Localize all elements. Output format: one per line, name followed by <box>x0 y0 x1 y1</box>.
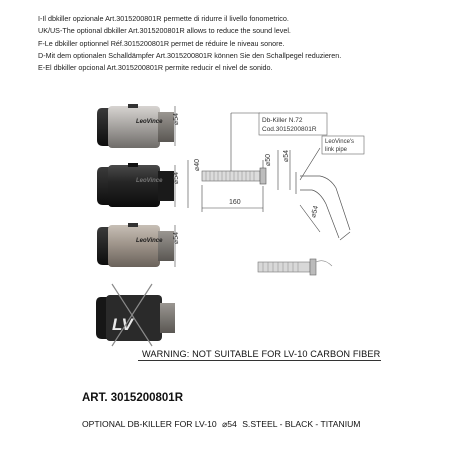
link-pipe-callout-line1: LeoVince's <box>325 139 355 145</box>
note-es: E-El dbkiller opcional Art.3015200801R permite reducir el nivel de sonido. <box>38 63 273 73</box>
link-pipe-callout-line2: link pipe <box>325 147 348 153</box>
note-it: I-Il dbkiller opzionale Art.3015200801R permette di ridurre il livello fonometrico. <box>38 14 289 23</box>
article-number: ART. 3015200801R <box>82 392 184 404</box>
muffler-logo: LeoVince <box>136 238 163 244</box>
dbkiller-small-view <box>258 259 332 275</box>
dim-d50: ⌀50 <box>265 153 272 166</box>
dbkiller-callout-line1: Db-Killer N.72 <box>262 117 303 124</box>
note-de: D-Mit dem optionalen Schalldämpfer Art.3015200801R können Sie den Schallpegel reduzieren. <box>38 50 342 60</box>
product-description <box>82 419 363 430</box>
dim-length-160: 160 <box>229 199 241 206</box>
note-fr: F-Le dbkiller optionnel Réf.3015200801R permet de réduire le niveau sonore. <box>38 38 285 48</box>
dim-d54-diag: ⌀54 <box>310 205 321 219</box>
dim-d54-right: ⌀54 <box>283 149 290 162</box>
muffler-carbon-crossed <box>96 284 175 346</box>
note-uk: UK/US-The optional dbkiller Art.3015200801R allows to reduce the sound level. <box>38 26 291 36</box>
dbkiller-callout-line2: Cod.3015200801R <box>262 126 317 133</box>
desc-finishes: S.STEEL - BLACK - TITANIUM <box>242 419 361 429</box>
lv-logo: LV <box>112 315 133 334</box>
dim-d54-bot: ⌀54 <box>173 231 180 244</box>
dim-d40: ⌀40 <box>194 158 201 171</box>
muffler-logo: LeoVince <box>136 178 163 184</box>
muffler-titanium <box>97 223 174 267</box>
desc-optional: OPTIONAL DB-KILLER FOR LV-10 <box>82 419 217 429</box>
warning-note: WARNING: NOT SUITABLE FOR LV-10 CARBON FIBER <box>138 349 381 361</box>
muffler-logo: LeoVince <box>136 119 163 125</box>
muffler-black <box>97 163 174 207</box>
muffler-stainless <box>97 104 174 148</box>
desc-size: ⌀54 <box>222 419 237 429</box>
dbkiller-part <box>202 168 266 184</box>
dim-d54-mid: ⌀54 <box>173 171 180 184</box>
link-pipe <box>296 172 350 240</box>
dim-d54-top: ⌀54 <box>173 112 180 125</box>
